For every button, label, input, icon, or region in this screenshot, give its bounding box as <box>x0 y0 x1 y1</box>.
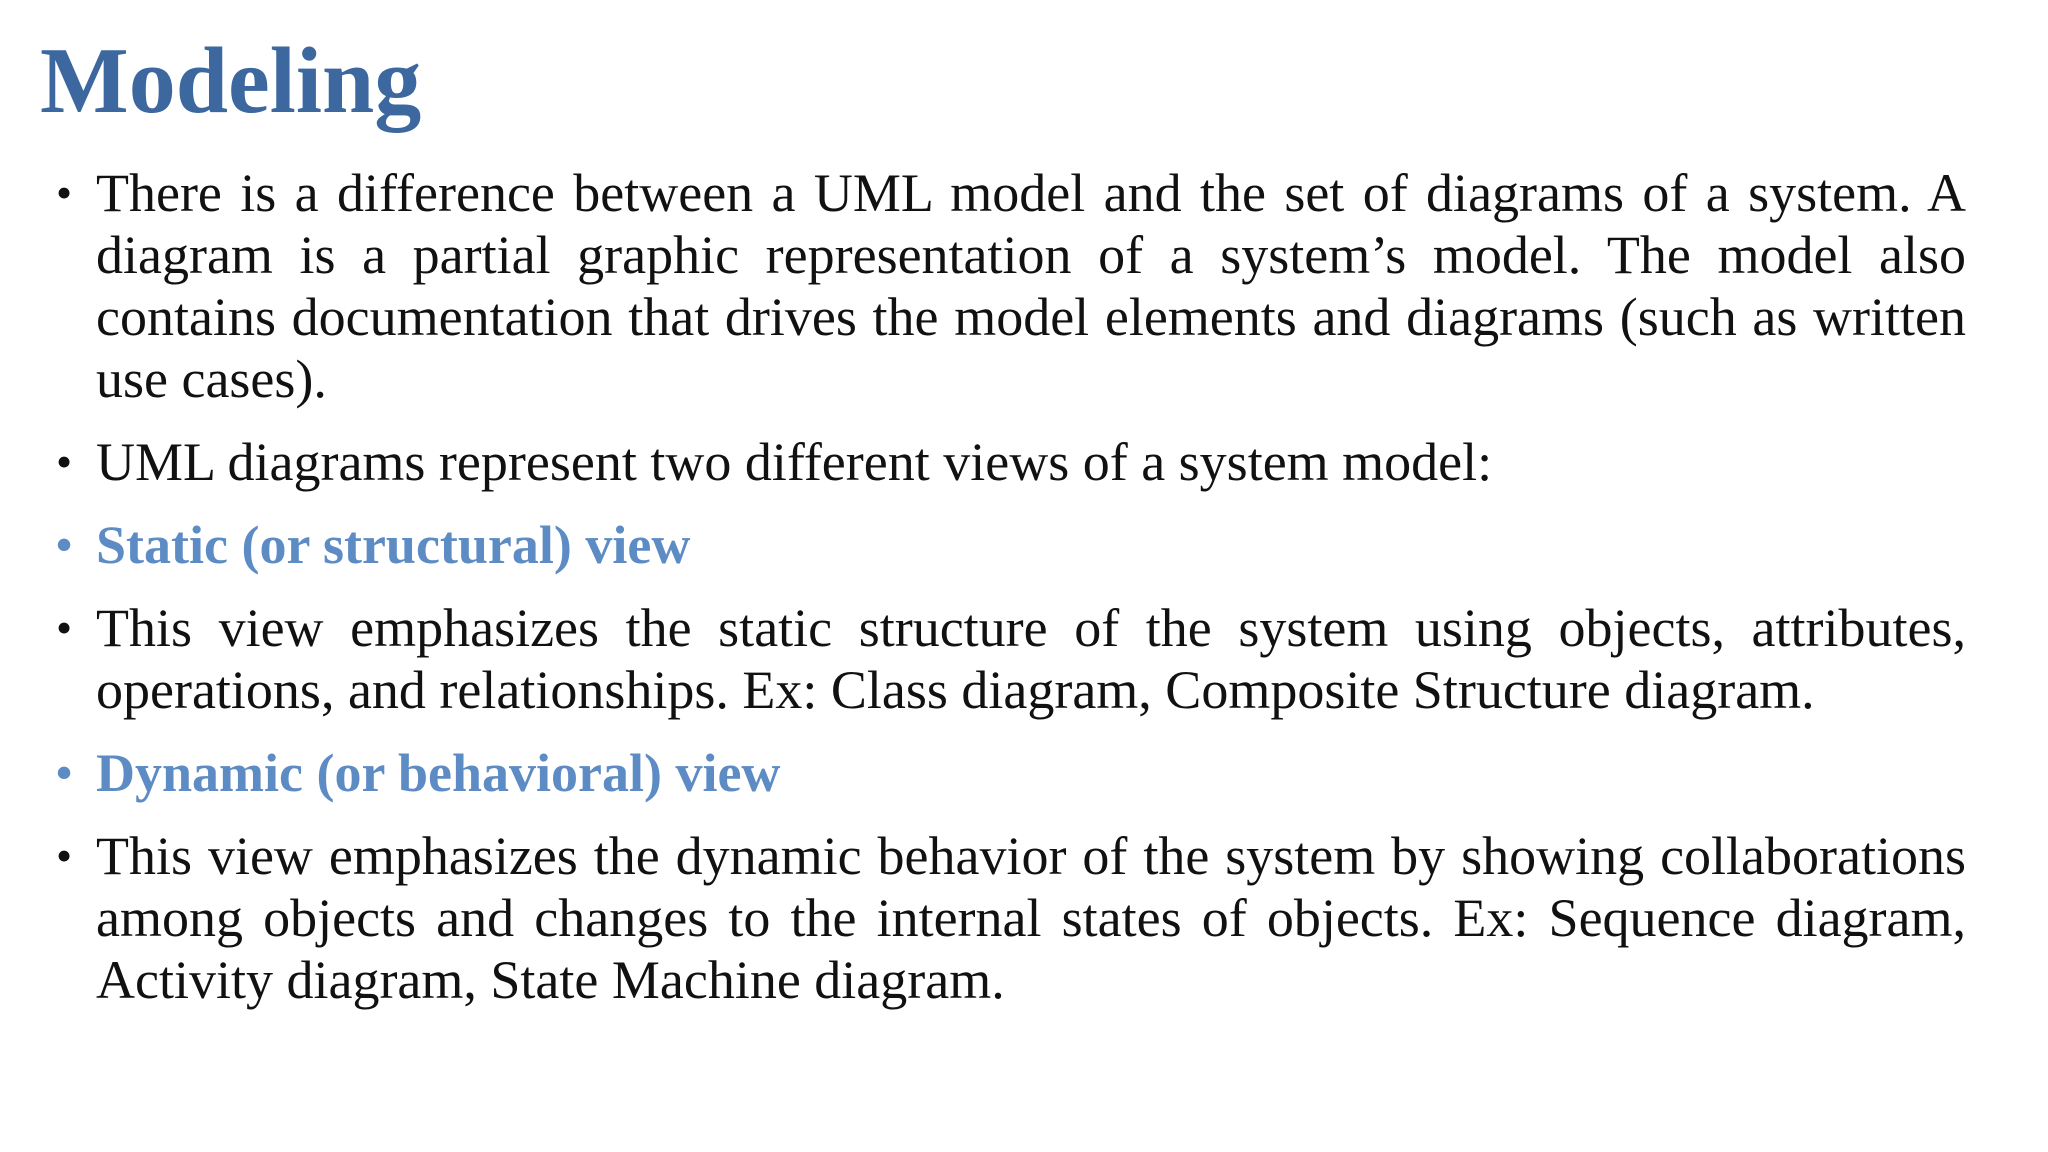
bullet-item <box>56 431 1966 493</box>
section-heading-static-view <box>56 514 1966 576</box>
section-heading-dynamic-view <box>56 742 1966 804</box>
bullet-text: There is a difference between a UML model and the set of diagrams of a system. A diagram is a partial graphic representation of a system’s model. The model also contains documentation that drives the model elements and diagrams (such as written use cases). <box>96 163 1966 409</box>
bullet-icon: • <box>56 519 73 570</box>
bullet-icon: • <box>56 747 73 798</box>
bullet-icon: • <box>56 167 73 218</box>
bullet-icon: • <box>56 830 73 881</box>
bullet-item <box>56 825 1966 1011</box>
bullet-text: Static (or structural) view <box>96 515 691 575</box>
bullet-text: This view emphasizes the dynamic behavior of the system by showing collaborations among objects and changes to the internal states of objects. Ex: Sequence diagram, Activity diagram, State Machine diagram. <box>96 826 1966 1010</box>
bullet-icon: • <box>56 436 73 487</box>
bullet-icon: • <box>56 602 73 653</box>
bullet-item <box>56 597 1966 721</box>
bullet-text: UML diagrams represent two different views of a system model: <box>96 432 1493 492</box>
bullet-item <box>56 162 1966 410</box>
bullet-text: This view emphasizes the static structure of the system using objects, attributes, operations, and relationships. Ex: Class diagram, Composite Structure diagram. <box>96 598 1966 720</box>
slide-title: Modeling <box>40 29 422 133</box>
bullet-list <box>56 162 1966 1032</box>
bullet-text: Dynamic (or behavioral) view <box>96 743 781 803</box>
